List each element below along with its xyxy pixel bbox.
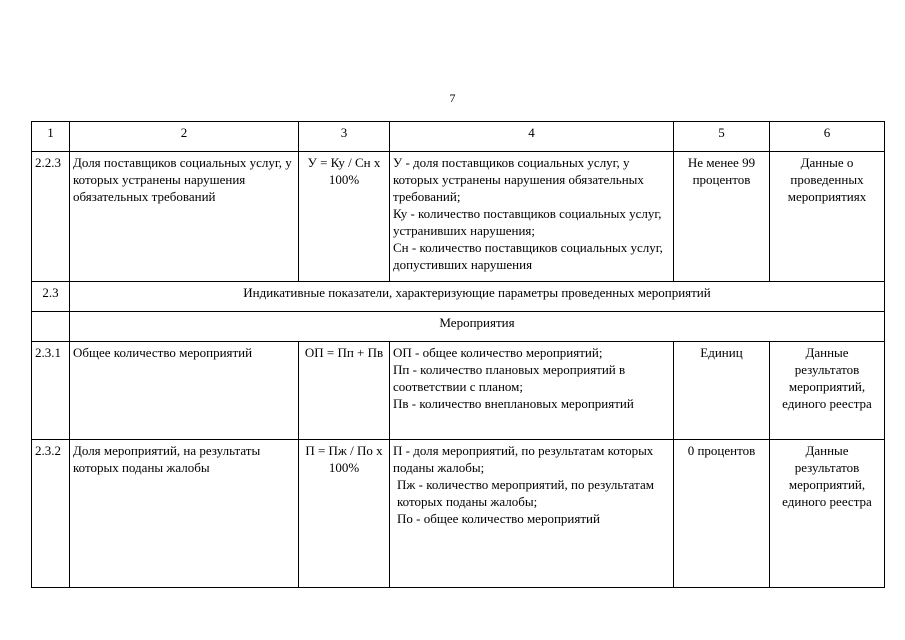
indicator-formula: ОП = Пп + Пв	[299, 342, 390, 440]
indicators-table	[31, 121, 885, 588]
description-line: ОП - общее количество мероприятий;	[393, 345, 603, 360]
indicator-source: Данные о проведенных мероприятиях	[770, 152, 885, 282]
description-line: Ку - количество поставщиков социальных услуг, устранивших нарушения;	[393, 206, 662, 238]
table-row	[32, 152, 885, 282]
indicator-source: Данные результатов мероприятий, единого реестра	[770, 342, 885, 440]
indicator-name: Доля поставщиков социальных услуг, у которых устранены нарушения обязательных требований	[70, 152, 299, 282]
description-line: Сн - количество поставщиков социальных услуг, допустивших нарушения	[393, 240, 663, 272]
row-number: 2.3.1	[32, 342, 70, 440]
section-row	[32, 282, 885, 312]
header-cell: 6	[770, 122, 885, 152]
empty-cell	[32, 312, 70, 342]
header-cell: 1	[32, 122, 70, 152]
subsection-title: Мероприятия	[70, 312, 885, 342]
row-number: 2.3.2	[32, 440, 70, 588]
description-line: Пв - количество внеплановых мероприятий	[393, 396, 634, 411]
indicator-target: Единиц	[674, 342, 770, 440]
indicator-target: Не менее 99 процентов	[674, 152, 770, 282]
section-number: 2.3	[32, 282, 70, 312]
table-row	[32, 342, 885, 440]
indicator-formula: П = Пж / По x 100%	[299, 440, 390, 588]
indicator-name: Общее количество мероприятий	[70, 342, 299, 440]
indicator-description	[390, 342, 674, 440]
indicator-description	[390, 152, 674, 282]
header-cell: 5	[674, 122, 770, 152]
description-line: Пп - количество плановых мероприятий в соответствии с планом;	[393, 362, 626, 394]
page-number: 7	[449, 91, 456, 105]
description-line: У - доля поставщиков социальных услуг, у которых устранены нарушения обязательных требований;	[393, 155, 644, 204]
table-header-row	[32, 122, 885, 152]
subsection-row	[32, 312, 885, 342]
indicator-description	[390, 440, 674, 588]
row-number: 2.2.3	[32, 152, 70, 282]
description-line: По - общее количество мероприятий	[397, 511, 600, 526]
description-line: Пж - количество мероприятий, по результатам которых поданы жалобы;	[397, 477, 654, 509]
indicator-target: 0 процентов	[674, 440, 770, 588]
header-cell: 3	[299, 122, 390, 152]
header-cell: 2	[70, 122, 299, 152]
section-title: Индикативные показатели, характеризующие параметры проведенных мероприятий	[70, 282, 885, 312]
indicator-name: Доля мероприятий, на результаты которых поданы жалобы	[70, 440, 299, 588]
description-line: П - доля мероприятий, по результатам которых поданы жалобы;	[393, 443, 654, 475]
indicator-formula: У = Ку / Сн x 100%	[299, 152, 390, 282]
header-cell: 4	[390, 122, 674, 152]
indicator-source: Данные результатов мероприятий, единого реестра	[770, 440, 885, 588]
table-row	[32, 440, 885, 588]
